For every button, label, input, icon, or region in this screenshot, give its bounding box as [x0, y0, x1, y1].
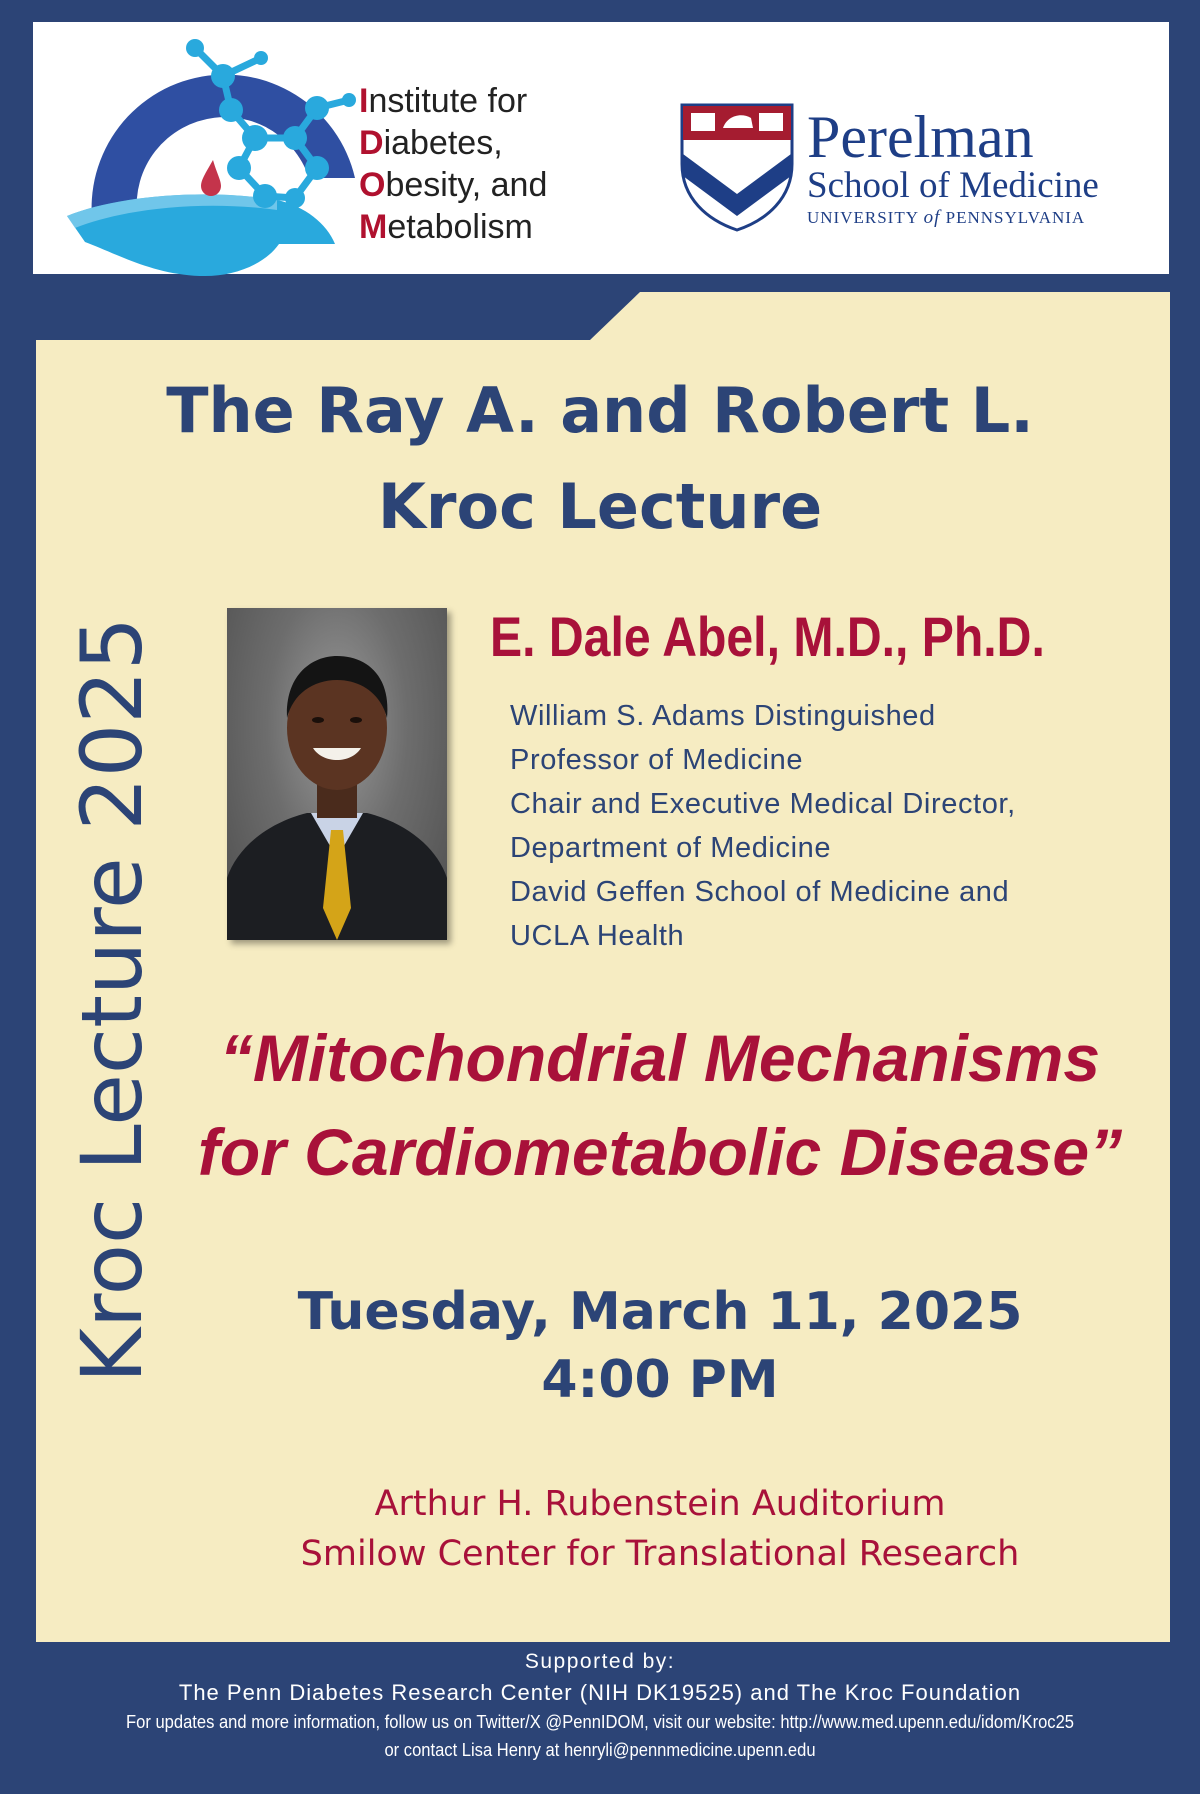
venue-line2: Smilow Center for Translational Research [300, 1534, 1020, 1574]
speaker-name: E. Dale Abel, M.D., Ph.D. [490, 605, 1045, 668]
affiliation-line: Professor of Medicine [510, 744, 804, 776]
lecture-title-line2: Kroc Lecture [377, 470, 823, 543]
idom-name: Institute for Diabetes, Obesity, and Metabolism [359, 82, 548, 246]
footer-sponsors: The Penn Diabetes Research Center (NIH DK19525) and The Kroc Foundation [178, 1680, 1022, 1705]
speaker-affiliation [510, 694, 1016, 958]
side-label: Kroc Lecture 2025 [63, 616, 161, 1384]
penn-name: Perelman School of Medicine UNIVERSITY of PENNSYLVANIA [807, 104, 1099, 228]
affiliation-line: William S. Adams Distinguished [510, 700, 936, 732]
footer-supported-label: Supported by: [524, 1650, 676, 1673]
affiliation-line: Chair and Executive Medical Director, [510, 788, 1016, 820]
speaker-photo [227, 608, 447, 940]
event-time: 4:00 PM [541, 1350, 779, 1410]
venue-line1: Arthur H. Rubenstein Auditorium [374, 1484, 946, 1524]
affiliation-line: David Geffen School of Medicine and [510, 876, 1010, 908]
lecture-title-line1: The Ray A. and Robert L. [166, 374, 1034, 447]
affiliation-line: Department of Medicine [510, 832, 832, 864]
talk-title-line1: “Mitochondrial Mechanisms [219, 1021, 1101, 1095]
event-date: Tuesday, March 11, 2025 [297, 1282, 1023, 1342]
affiliation-line: UCLA Health [510, 920, 685, 952]
footer-updates: For updates and more information, follow us on Twitter/X @PennIDOM, visit our website: http://www.med.upenn.edu/idom/Kroc25 [125, 1712, 1075, 1732]
footer-contact: or contact Lisa Henry at henryli@pennmedicine.upenn.edu [384, 1740, 816, 1760]
talk-title-line2: for Cardiometabolic Disease” [197, 1115, 1123, 1189]
